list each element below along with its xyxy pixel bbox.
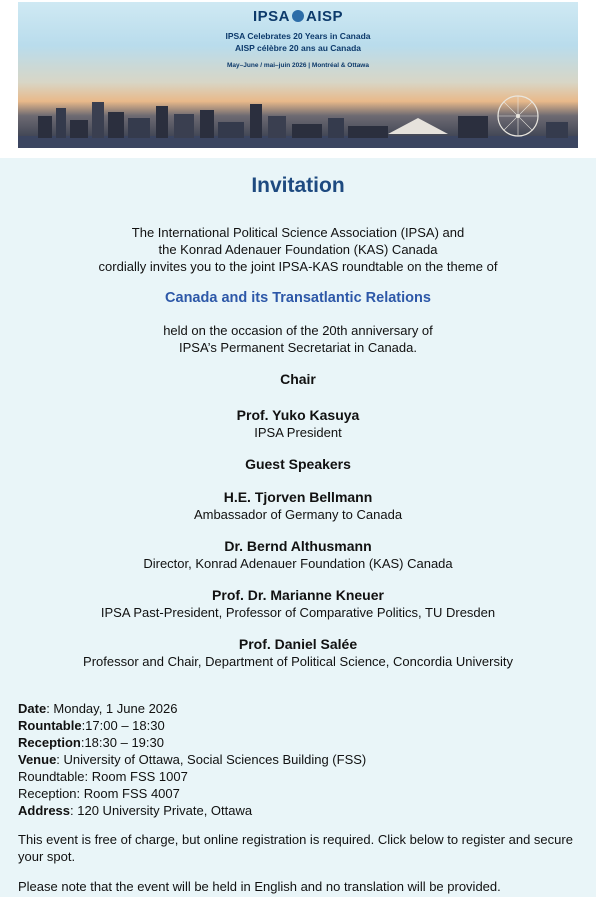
registration-note: This event is free of charge, but online registration is required. Click below to register and secure your spot. (18, 832, 573, 864)
intro-line-1: The International Political Science Association (IPSA) and (131, 225, 465, 240)
venue-value: : University of Ottawa, Social Sciences Building (FSS) (56, 752, 367, 767)
speaker-name: H.E. Tjorven Bellmann (223, 489, 373, 505)
city-skyline (18, 88, 578, 148)
banner-line-1: IPSA Celebrates 20 Years in Canada (225, 31, 371, 41)
chair-name: Prof. Yuko Kasuya (236, 407, 360, 423)
occasion-line-1: held on the occasion of the 20th anniversary of (163, 323, 433, 338)
language-note: Please note that the event will be held in English and no translation will be provided. (18, 879, 501, 894)
roundtable-time-row (18, 717, 583, 734)
reception-room: Reception: Room FSS 4007 (18, 786, 180, 801)
event-details (18, 700, 583, 819)
chair-role: IPSA President (254, 425, 342, 440)
ipsa-logo (18, 8, 578, 25)
banner-image (18, 2, 578, 148)
header-banner (0, 0, 596, 158)
venue-label: Venue (18, 752, 57, 767)
roundtable-label: Rountable (18, 718, 82, 733)
banner-line-2: AISP célèbre 20 ans au Canada (235, 43, 361, 53)
roundtable-time: :17:00 – 18:30 (81, 718, 165, 733)
logo-text-left: IPSA (252, 8, 290, 25)
date-row (18, 700, 583, 717)
speakers-heading: Guest Speakers (245, 456, 351, 472)
occasion-line-2: IPSA’s Permanent Secretariat in Canada. (179, 340, 417, 355)
venue-row (18, 751, 583, 768)
speaker-role: IPSA Past-President, Professor of Comparative Politics, TU Dresden (100, 605, 496, 620)
roundtable-theme: Canada and its Transatlantic Relations (165, 290, 431, 306)
speaker-name: Prof. Dr. Marianne Kneuer (212, 587, 384, 603)
speaker-role: Professor and Chair, Department of Political Science, Concordia University (83, 654, 513, 669)
banner-date-line: May–June / mai–juin 2026 | Montréal & Ottawa (227, 62, 369, 69)
page-title: Invitation (251, 174, 345, 197)
address-value: : 120 University Private, Ottawa (70, 803, 253, 818)
speaker-role: Ambassador of Germany to Canada (193, 507, 403, 522)
date-label: Date (18, 701, 47, 716)
intro-line-3: cordially invites you to the joint IPSA-KAS roundtable on the theme of (98, 259, 498, 274)
logo-text-right: AISP (306, 8, 344, 25)
date-value: : Monday, 1 June 2026 (46, 701, 178, 716)
invitation-body (0, 158, 596, 897)
address-row (18, 802, 583, 819)
speaker-name: Dr. Bernd Althusmann (224, 538, 372, 554)
reception-label: Reception (18, 735, 81, 750)
roundtable-room: Roundtable: Room FSS 1007 (18, 769, 188, 784)
intro-line-2: the Konrad Adenauer Foundation (KAS) Canada (158, 242, 438, 257)
address-label: Address (18, 803, 71, 818)
globe-icon (292, 10, 304, 22)
reception-time: :18:30 – 19:30 (80, 735, 164, 750)
reception-time-row (18, 734, 583, 751)
speaker-role: Director, Konrad Adenauer Foundation (KAS) Canada (143, 556, 453, 571)
chair-heading: Chair (280, 371, 316, 387)
speaker-name: Prof. Daniel Salée (238, 636, 358, 652)
